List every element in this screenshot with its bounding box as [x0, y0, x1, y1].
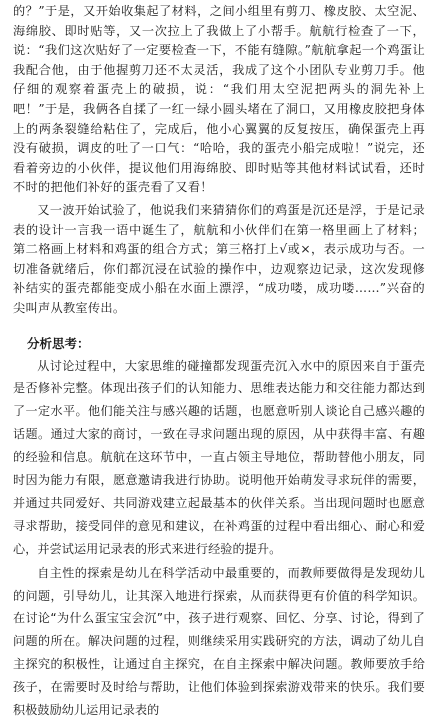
body-paragraph-1: 的？”于是，又开始收集起了材料，之间小组里有剪刀、橡皮胶、太空泥、海绵胶、即时贴等，又一次拉上了我做上了小帮手。航航行检查了一下，说：“我们这次贴好了一定要检查一下，不能有缝隙。”航航拿起一个鸡蛋让我配合他，由于他握剪刀还不太灵活，我成了这个小团队专业剪刀手。他仔细的观察着蛋壳上的破损，说：“我们用太空泥把两头的洞先补上吧！”于是，我俩各自揉了一红一绿小圆头堵在了洞口，又用橡皮胶把身体上的两条裂缝给粘住了，完成后，他小心翼翼的反复按压，确保蛋壳上再没有破损，调皮的吐了一口气：“哈哈，我的蛋壳小船完成啦！”说完，还看着旁边的小伙伴，提议他们用海绵胶、即时贴等其他材料试试看，还时不时的把他们补好的蛋壳看了又看！	[13, 4, 425, 195]
analysis-paragraph-2: 自主性的探索是幼儿在科学活动中最重要的，而教师要做得是发现幼儿的问题，引导幼儿，让其深入地进行探索，从而获得更有价值的科学知识。在讨论“为什么蛋宝宝会沉”中，孩子进行观察、回忆、分享、讨论，得到了问题的所在。解决问题的过程，则继续采用实践研究的方法，调动了幼儿自主探究的积极性，让通过自主探究，在自主探索中解决问题。教师要放手给孩子，在需要时及时给与帮助，让他们体验到探索游戏带来的快乐。我们要积极鼓励幼儿运用记录表的	[13, 565, 425, 718]
analysis-paragraph-1: 从讨论过程中，大家思维的碰撞都发现蛋壳沉入水中的原因来自于蛋壳是否修补完整。体现出孩子们的认知能力、思维表达能力和交往能力都达到了一定水平。他们能关注与感兴趣的话题，也愿意听别人谈论自己感兴趣的话题。通过大家的商讨，一致在寻求问题出现的原因，从中获得丰富、有趣的经验和信息。航航在这环节中，一直占领主导地位，帮助替他小朋友，同时因为能力有限，愿意邀请我进行协助。说明他开始萌发寻求玩伴的需要，并通过共同爱好、共同游戏建立起最基本的伙伴关系。当出现问题时也愿意寻求帮助，接受同伴的意见和建议，在补鸡蛋的过程中看出细心、耐心和爱心，并尝试运用记录表的形式来进行经验的提升。	[13, 358, 425, 556]
analysis-heading: 分析思考：	[27, 335, 90, 351]
body-paragraph-2: 又一波开始试验了，他说我们来猜猜你们的鸡蛋是沉还是浮，于是记录表的设计一言我一语中诞生了，航航和小伙伴们在第一格里画上了材料；第二格画上材料和鸡蛋的组合方式；第三格打上√或×，表示成功与否。一切准备就绪后，你们都沉浸在试验的操作中，边观察边记录，这次发现修补结实的蛋壳都能变成小船在水面上漂浮，“成功喽，成功喽……”兴奋的尖叫声从教室传出。	[13, 202, 425, 315]
